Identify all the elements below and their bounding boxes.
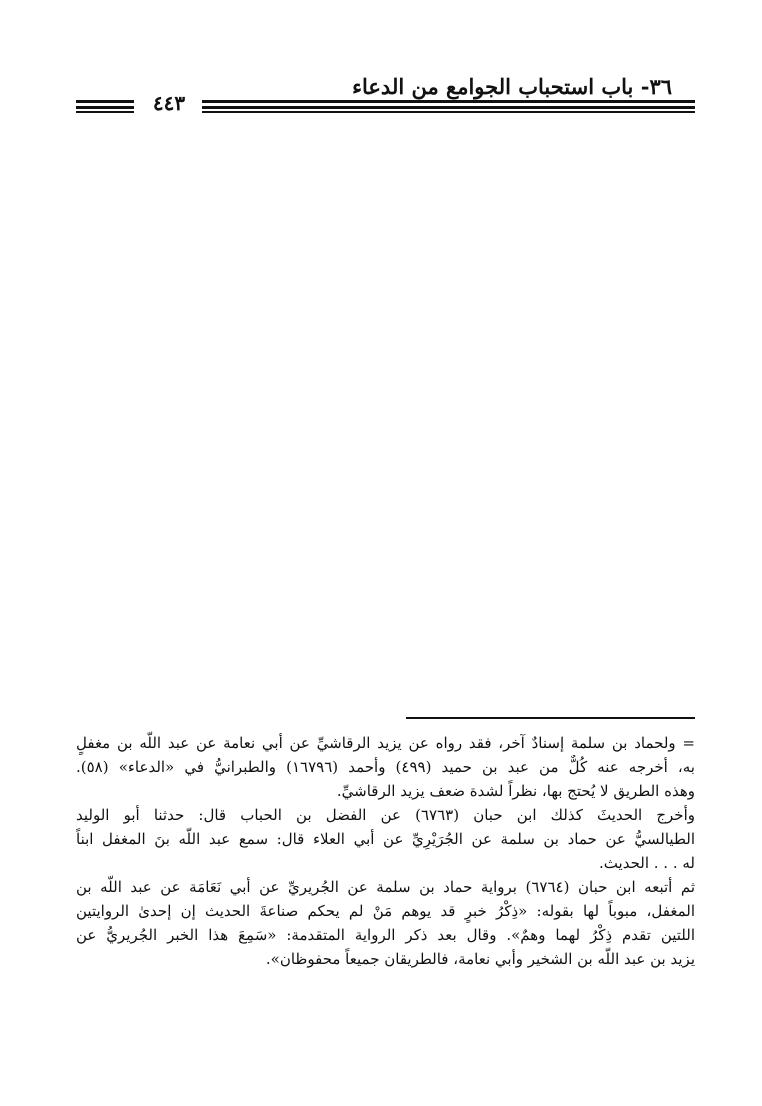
footnote-line: وهذه الطريق لا يُحتج بها، نظراً لشدة ضعف يزيد الرقاشيِّ.: [336, 782, 695, 800]
footnote-line: = ولحماد بن سلمة إسنادٌ آخر، فقد رواه عن يزيد الرقاشيِّ عن أبي نعامة عن عبد اللّه بن مغفلٍ: [76, 734, 695, 752]
footnote-line: وأخرج الحديثَ كذلك ابن حبان (٦٧٦٣) عن الفضل بن الحباب قال: حدثنا أبو الوليد: [76, 806, 695, 824]
header-rule-right: [202, 100, 695, 114]
footnote-line: المغفل، مبوباً لها بقوله: «ذِكْرُ خبرٍ قد يوهم مَنْ لم يحكم صناعةَ الحديث إن إحدىٰ الروايتين: [76, 902, 695, 920]
footnote-line: له . . . الحديث.: [599, 854, 695, 872]
page-number: ٤٤٣: [152, 91, 186, 115]
footnote-line: ثم أتبعه ابن حبان (٦٧٦٤) برواية حماد بن سلمة عن الجُريريِّ عن أبي نَعَامَة عن عبد اللّه بن: [76, 878, 695, 896]
footnote-separator: [406, 717, 695, 719]
footnotes: [76, 731, 695, 971]
chapter-title: ٣٦- باب استحباب الجوامع من الدعاء: [352, 74, 672, 99]
footnote-line: الطيالسيُّ عن حماد بن سلمة عن الجُرَيْرِيِّ عن أبي العلاء قال: سمع عبد اللّه بنَ المغفل ابناً: [76, 830, 695, 848]
footnote-line: يزيد بن عبد اللّه بن الشخير وأبي نعامة، فالطريقان جميعاً محفوظان».: [265, 950, 695, 968]
header-rule-left: [76, 100, 134, 114]
footnote-line: به، أخرجه عنه كُلٌّ من عبد بن حميد (٤٩٩) وأحمد (١٦٧٩٦) والطبرانيُّ في «الدعاء» (٥٨).: [76, 758, 695, 776]
footnote-line: اللتين تقدم ذِكْرُ لهما وهمٌ». وقال بعد ذكر الرواية المتقدمة: «سَمِعَ هذا الخبر الجُريريُّ عن: [76, 926, 695, 944]
